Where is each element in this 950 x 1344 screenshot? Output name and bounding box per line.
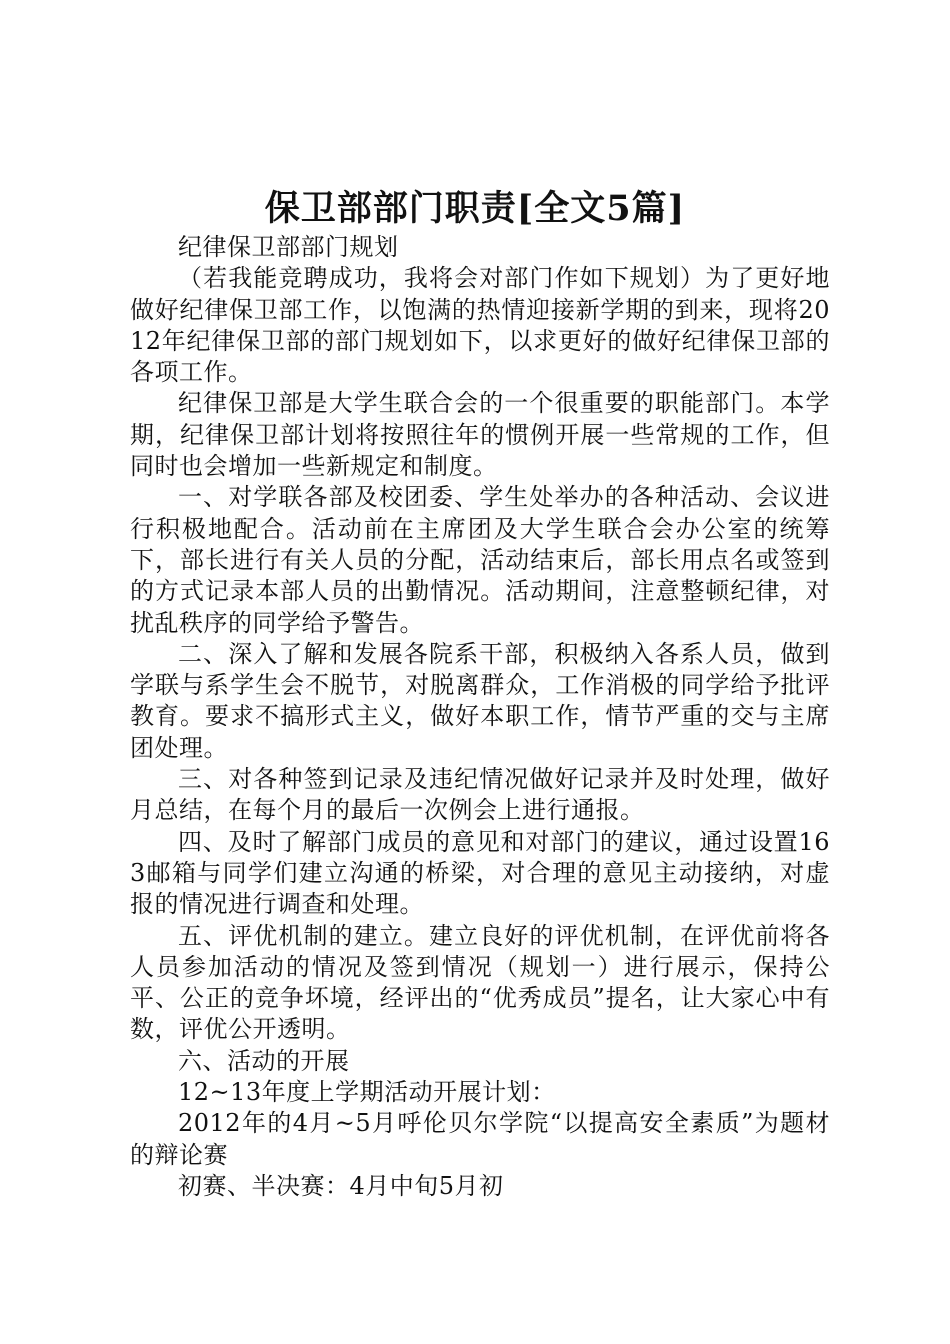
paragraph: 12~13年度上学期活动开展计划： bbox=[178, 1078, 556, 1107]
paragraph: （若我能竞聘成功，我将会对部门作如下规划）为了更好地做好纪律保卫部工作，以饱满的热情迎接新学期的到来，现将2012年纪律保卫部的部门规划如下，以求更好的做好纪律保卫部的各项工作。 bbox=[130, 264, 830, 387]
section-heading: 纪律保卫部部门规划 bbox=[178, 233, 399, 261]
paragraph: 二、深入了解和发展各院系干部，积极纳入各系人员，做到学联与系学生会不脱节，对脱离群众，工作消极的同学给予批评教育。要求不搞形式主义，做好本职工作，情节严重的交与主席团处理。 bbox=[130, 639, 830, 762]
paragraph: 纪律保卫部是大学生联合会的一个很重要的职能部门。本学期，纪律保卫部计划将按照往年的惯例开展一些常规的工作，但同时也会增加一些新规定和制度。 bbox=[130, 389, 830, 481]
document-body bbox=[130, 232, 830, 1202]
section-heading: 六、活动的开展 bbox=[178, 1046, 350, 1075]
paragraph: 初赛、半决赛：4月中旬5月初 bbox=[178, 1171, 504, 1200]
paragraph: 五、评优机制的建立。建立良好的评优机制，在评优前将各人员参加活动的情况及签到情况（规划一）进行展示，保持公平、公正的竞争坏境，经评出的“优秀成员”提名，让大家心中有数，评优公开透明。 bbox=[130, 921, 830, 1044]
paragraph: 四、及时了解部门成员的意见和对部门的建议，通过设置163邮箱与同学们建立沟通的桥梁，对合理的意见主动接纳，对虚报的情况进行调查和处理。 bbox=[130, 827, 830, 919]
paragraph: 2012年的4月~5月呼伦贝尔学院“以提高安全素质”为题材的辩论赛 bbox=[130, 1109, 830, 1169]
paragraph: 一、对学联各部及校团委、学生处举办的各种活动、会议进行积极地配合。活动前在主席团及大学生联合会办公室的统筹下，部长进行有关人员的分配，活动结束后，部长用点名或签到的方式记录本部人员的出勤情况。活动期间，注意整顿纪律，对扰乱秩序的同学给予警告。 bbox=[130, 483, 830, 637]
paragraph: 三、对各种签到记录及违纪情况做好记录并及时处理，做好月总结，在每个月的最后一次例会上进行通报。 bbox=[130, 765, 830, 825]
document-title: 保卫部部门职责[全文5篇] bbox=[264, 188, 686, 229]
